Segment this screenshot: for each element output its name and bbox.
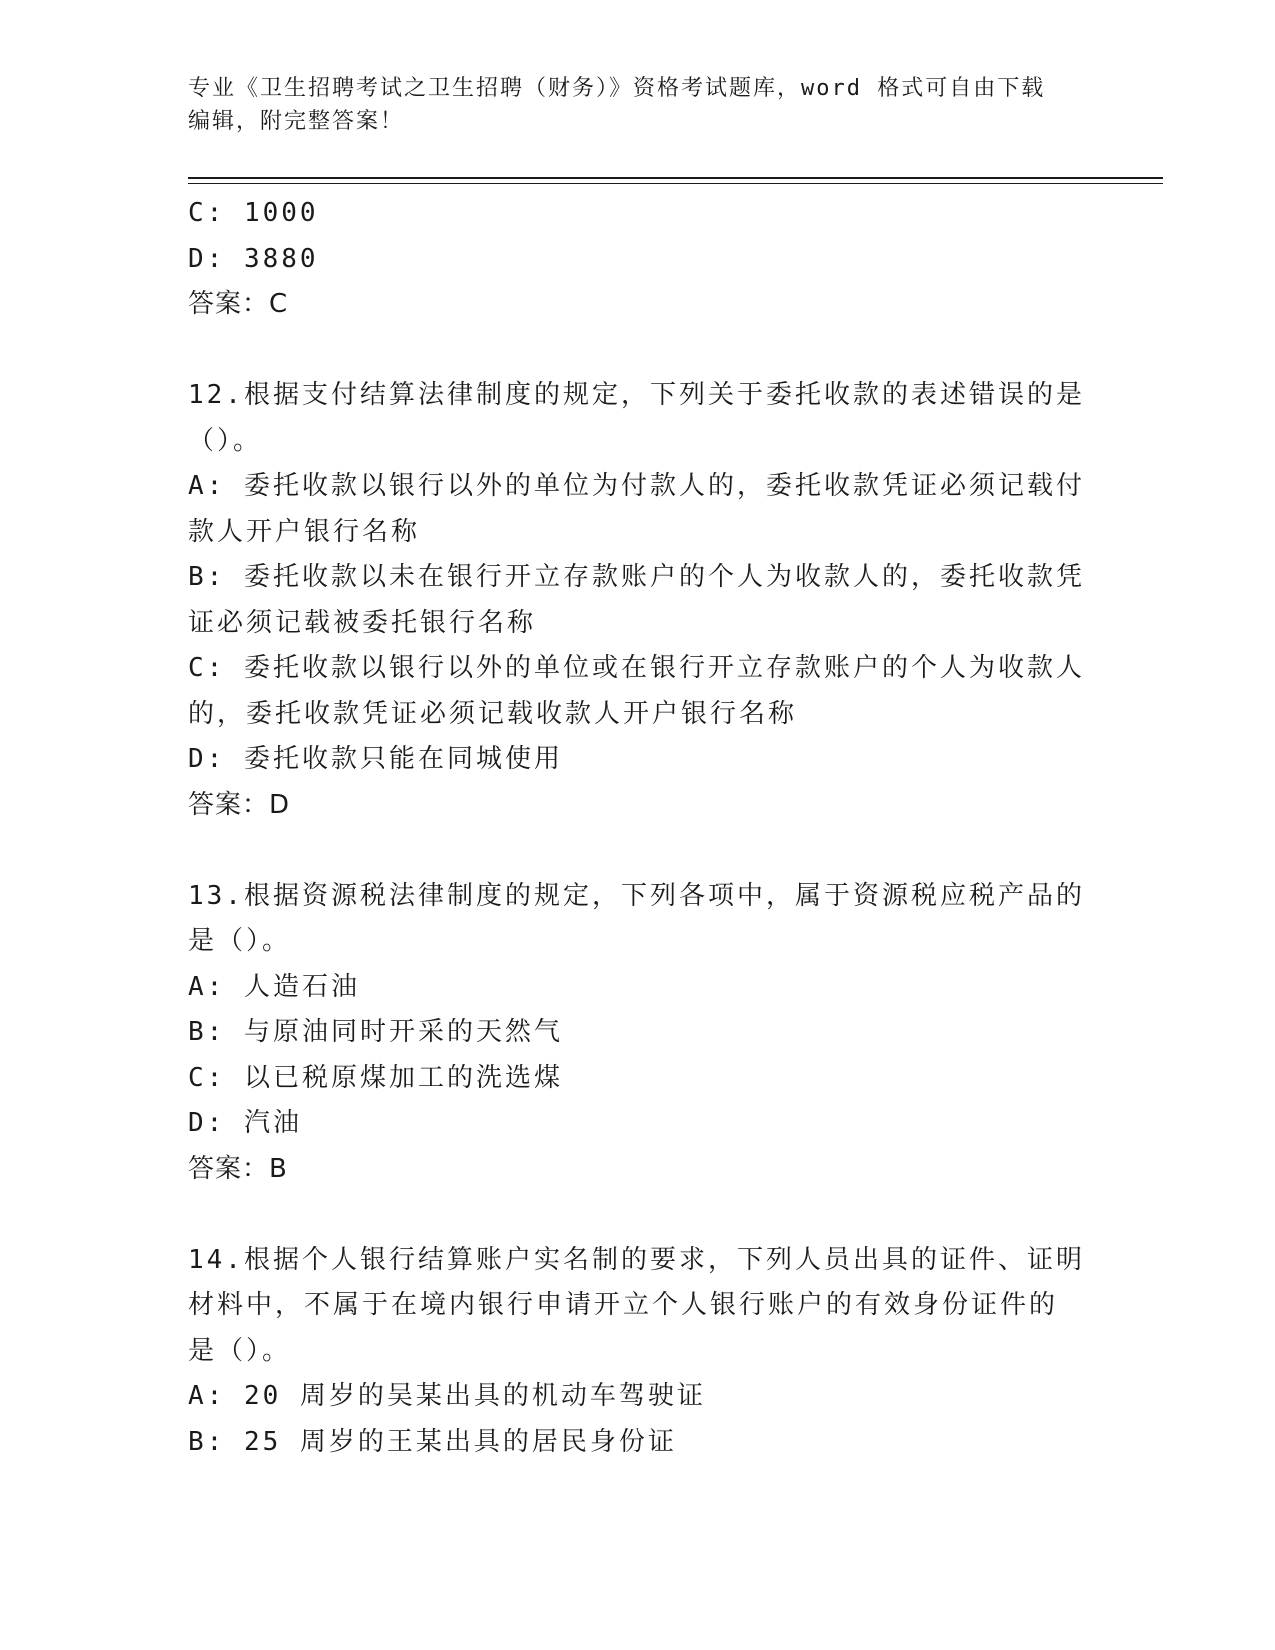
spacer — [188, 1192, 1088, 1238]
q12-stem-line-1: 12.根据支付结算法律制度的规定，下列关于委托收款的表述错误的是 — [188, 380, 1085, 410]
q11-answer: 答案：C — [188, 289, 289, 319]
q13-stem-line-1: 13.根据资源税法律制度的规定，下列各项中，属于资源税应税产品的 — [188, 880, 1085, 911]
q13-answer: 答案：B — [188, 1153, 288, 1184]
q14-stem-line-2: 材料中，不属于在境内银行申请开立个人银行账户的有效身份证件的 — [188, 1290, 1059, 1320]
question-11-tail — [188, 191, 1088, 328]
q14-stem-line-3: 是（）。 — [188, 1335, 292, 1366]
q14-stem-line-1: 14.根据个人银行结算账户实名制的要求，下列人员出具的证件、证明 — [188, 1244, 1085, 1275]
question-12 — [188, 373, 1088, 828]
q11-option-d: D: 3880 — [188, 243, 319, 274]
q12-option-b-line-1: B: 委托收款以未在银行开立存款账户的个人为收款人的，委托收款凭 — [188, 562, 1085, 592]
q12-option-d: D: 委托收款只能在同城使用 — [188, 744, 563, 774]
q13-option-c: C: 以已税原煤加工的洗选煤 — [188, 1062, 563, 1093]
spacer — [188, 328, 1088, 374]
question-content — [188, 191, 1088, 1465]
q13-option-d: D: 汽油 — [188, 1108, 302, 1138]
q11-option-c: C: 1000 — [188, 198, 319, 228]
q12-option-a-line-2: 款人开户银行名称 — [188, 516, 421, 547]
q12-option-c-line-2: 的，委托收款凭证必须记载收款人开户银行名称 — [188, 698, 798, 729]
spacer — [188, 828, 1088, 874]
q14-option-a: A: 20 周岁的吴某出具的机动车驾驶证 — [188, 1381, 706, 1411]
q12-answer: 答案：D — [188, 789, 291, 820]
q12-option-a-line-1: A: 委托收款以银行以外的单位为付款人的，委托收款凭证必须记载付 — [188, 471, 1085, 501]
q14-option-b: B: 25 周岁的王某出具的居民身份证 — [188, 1426, 677, 1457]
q13-option-b: B: 与原油同时开采的天然气 — [188, 1017, 563, 1047]
header-divider-thin — [188, 183, 1163, 184]
question-13 — [188, 874, 1088, 1193]
q12-stem-line-2: （）。 — [188, 425, 263, 456]
q12-option-b-line-2: 证必须记载被委托银行名称 — [188, 607, 537, 638]
question-14 — [188, 1238, 1088, 1466]
header-divider-thick — [188, 177, 1163, 179]
header-line-1: 专业《卫生招聘考试之卫生招聘（财务）》资格考试题库，word 格式可自由下载 — [188, 76, 1046, 101]
q13-option-a: A: 人造石油 — [188, 971, 360, 1002]
header-line-2: 编辑，附完整答案！ — [188, 109, 405, 134]
q13-stem-line-2: 是（）。 — [188, 926, 292, 956]
document-header — [188, 72, 1088, 138]
q12-option-c-line-1: C: 委托收款以银行以外的单位或在银行开立存款账户的个人为收款人 — [188, 653, 1085, 683]
